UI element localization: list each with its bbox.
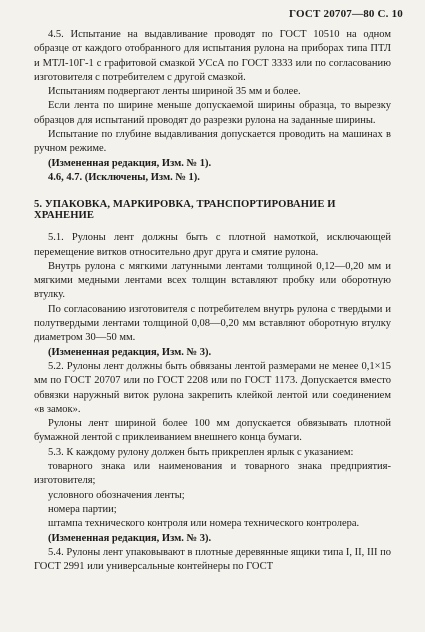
page-header: ГОСТ 20707—80 С. 10: [289, 8, 403, 20]
label-item-batch: номера партии;: [48, 503, 117, 515]
paragraph-inner-plug: Внутрь рулона с мягкими латунными лентами толщиной 0,12—0,20 мм и мягкими медными лентами всех толщин вставляют пробку или оборотную втулку.: [34, 260, 391, 301]
amendment-note-3b: (Измененная редакция, Изм. № 3).: [48, 532, 212, 544]
paragraph-tested-widths: Испытаниям подвергают ленты шириной 35 мм и более.: [48, 86, 301, 98]
paragraph-narrow-tape: Если лента по ширине меньше допускаемой ширины образца, то вырезку образцов для испытаний проводят до разрезки рулона на заданные ширины.: [34, 100, 391, 126]
paragraph-4-5: 4.5. Испытание на выдавливание проводят по ГОСТ 10510 на одном образце от каждого отобранного для испытания рулона на приборах типа ПТЛ и МТЛ-10Г-1 с графитовой смазкой УСсА по ГОСТ 3333 или по согласованию изготовителя с потребителем с другой смазкой.: [34, 29, 391, 83]
amendment-note-1: (Измененная редакция, Изм. № 1).: [48, 157, 212, 169]
paragraph-paper-tape: Рулоны лент шириной более 100 мм допускается обвязывать плотной бумажной лентой с приклеиванием внешнего конца бумаги.: [34, 418, 391, 444]
paragraph-4-6-4-7: 4.6, 4.7. (Исключены, Изм. № 1).: [48, 171, 200, 183]
paragraph-5-2: 5.2. Рулоны лент должны быть обвязаны лентой размерами не менее 0,1×15 мм по ГОСТ 20707 или по ГОСТ 2208 или по ГОСТ 1173. Допускается вместо обвязки наружный виток рулона закрепить клейкой лентой или соединением «в замок».: [34, 360, 391, 415]
paragraph-5-1: 5.1. Рулоны лент должны быть с плотной намоткой, исключающей перемещение витков относительно друг друга и смятие рулона.: [34, 232, 391, 258]
paragraph-5-4: 5.4. Рулоны лент упаковывают в плотные деревянные ящики типа I, II, III по ГОСТ 2991 или универсальные контейнеры по ГОСТ: [34, 546, 391, 573]
section-title: 5. УПАКОВКА, МАРКИРОВКА, ТРАНСПОРТИРОВАНИЕ И ХРАНЕНИЕ: [34, 199, 336, 222]
label-item-trademark: товарного знака или наименования и товарного знака предприятия-изготовителя;: [34, 461, 391, 487]
label-item-designation: условного обозначения ленты;: [48, 489, 185, 501]
paragraph-sleeve: По согласованию изготовителя с потребителем внутрь рулона с твердыми и полутвердыми лентами толщиной 0,08—0,20 мм вставляют оборотную втулку диаметром 30—50 мм.: [34, 303, 391, 344]
paragraph-5-3: 5.3. К каждому рулону должен быть прикреплен ярлык с указанием:: [48, 446, 354, 458]
paragraph-manual-mode: Испытание по глубине выдавливания допускается проводить на машинах в ручном режиме.: [34, 129, 391, 155]
label-item-stamp: штампа технического контроля или номера технического контролера.: [48, 518, 360, 530]
amendment-note-3a: (Измененная редакция, Изм. № 3).: [48, 346, 212, 358]
